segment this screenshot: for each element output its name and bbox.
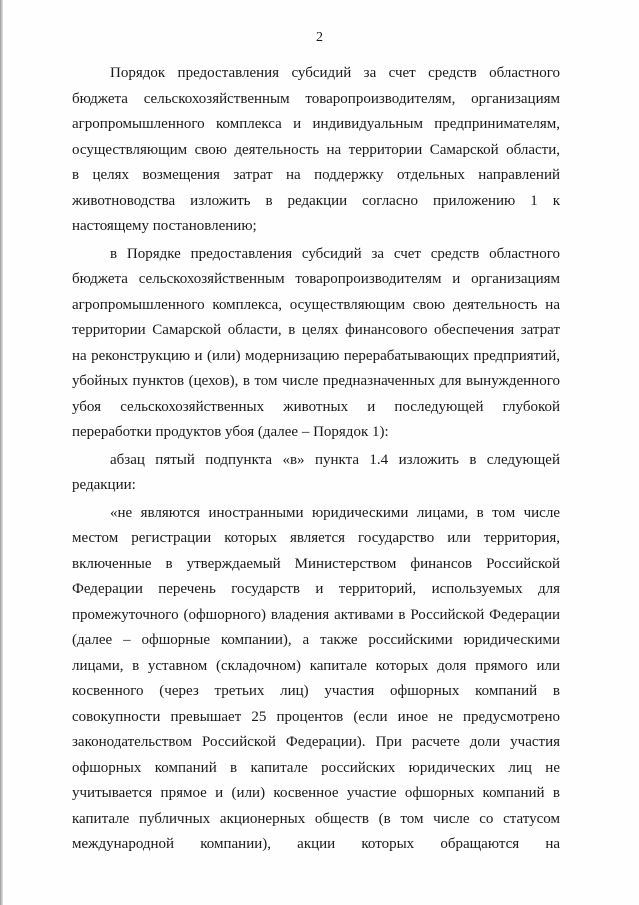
text-line: «не являются иностранными юридическими лицами, в том числе [110, 504, 560, 521]
text-line: включенные в утверждаемый Министерством финансов Российской [72, 555, 560, 572]
text-line: агропромышленного комплекса, осуществляющим свою деятельность на [72, 296, 560, 313]
text-line: убоя сельскохозяйственных животных и последующей глубокой [72, 398, 560, 415]
text-line: на реконструкцию и (или) модернизацию перерабатывающих предприятий, [72, 347, 560, 364]
page-edge-shadow [0, 0, 3, 905]
text-line: территории Самарской области, в целях финансового обеспечения затрат [72, 322, 560, 338]
text-line: офшорных компаний в капитале российских юридических лиц не [72, 759, 560, 776]
text-line: Порядок предоставления субсидий за счет средств областного [110, 65, 560, 81]
text-line: осуществляющим свою деятельность на территории Самарской области, [72, 141, 560, 158]
text-line: местом регистрации которых является государство или территория, [72, 530, 560, 546]
text-line: редакции: [72, 477, 136, 493]
paragraph-quoted-text [72, 501, 560, 858]
page-number: 2 [316, 30, 323, 45]
text-line: убойных пунктов (цехов), в том числе предназначенных для вынужденного [72, 373, 560, 389]
document-body [72, 61, 560, 858]
text-line: международной компании), акции которых обращаются на [72, 836, 560, 852]
paragraph-order-statement [72, 61, 560, 240]
text-line: учитывается прямое и (или) косвенное участие офшорных компаний в [72, 785, 560, 801]
paragraph-order-1 [72, 242, 560, 446]
text-line: бюджета сельскохозяйственным товаропроизводителям, организациям [72, 90, 560, 107]
text-line: агропромышленного комплекса и индивидуальным предпринимателям, [72, 116, 560, 132]
text-line: лицами, в уставном (складочном) капитале которых доля прямого или [72, 657, 560, 674]
text-line: абзац пятый подпункта «в» пункта 1.4 изложить в следующей [110, 451, 560, 468]
text-line: (далее – офшорные компании), а также российскими юридическими [72, 632, 560, 648]
paragraph-amendment [72, 448, 560, 499]
text-line: в целях возмещения затрат на поддержку отдельных направлений [72, 167, 560, 183]
text-line: настоящему постановлению; [72, 218, 257, 234]
text-line: законодательством Российской Федерации). При расчете доли участия [72, 734, 560, 750]
text-line: бюджета сельскохозяйственным товаропроизводителям и организациям [72, 271, 560, 287]
text-line: косвенного (через третьих лиц) участия офшорных компаний в [72, 683, 560, 699]
text-line: в Порядке предоставления субсидий за счет средств областного [110, 245, 560, 262]
text-line: Федерации перечень государств и территорий, используемых для [72, 581, 560, 597]
text-line: капитале публичных акционерных обществ (в том числе со статусом [72, 810, 560, 827]
text-line: совокупности превышает 25 процентов (если иное не предусмотрено [72, 708, 560, 725]
text-line: переработки продуктов убоя (далее – Порядок 1): [72, 424, 389, 440]
text-line: промежуточного (офшорного) владения активами в Российской Федерации [72, 606, 560, 623]
text-line: животноводства изложить в редакции согласно приложению 1 к [72, 192, 560, 209]
